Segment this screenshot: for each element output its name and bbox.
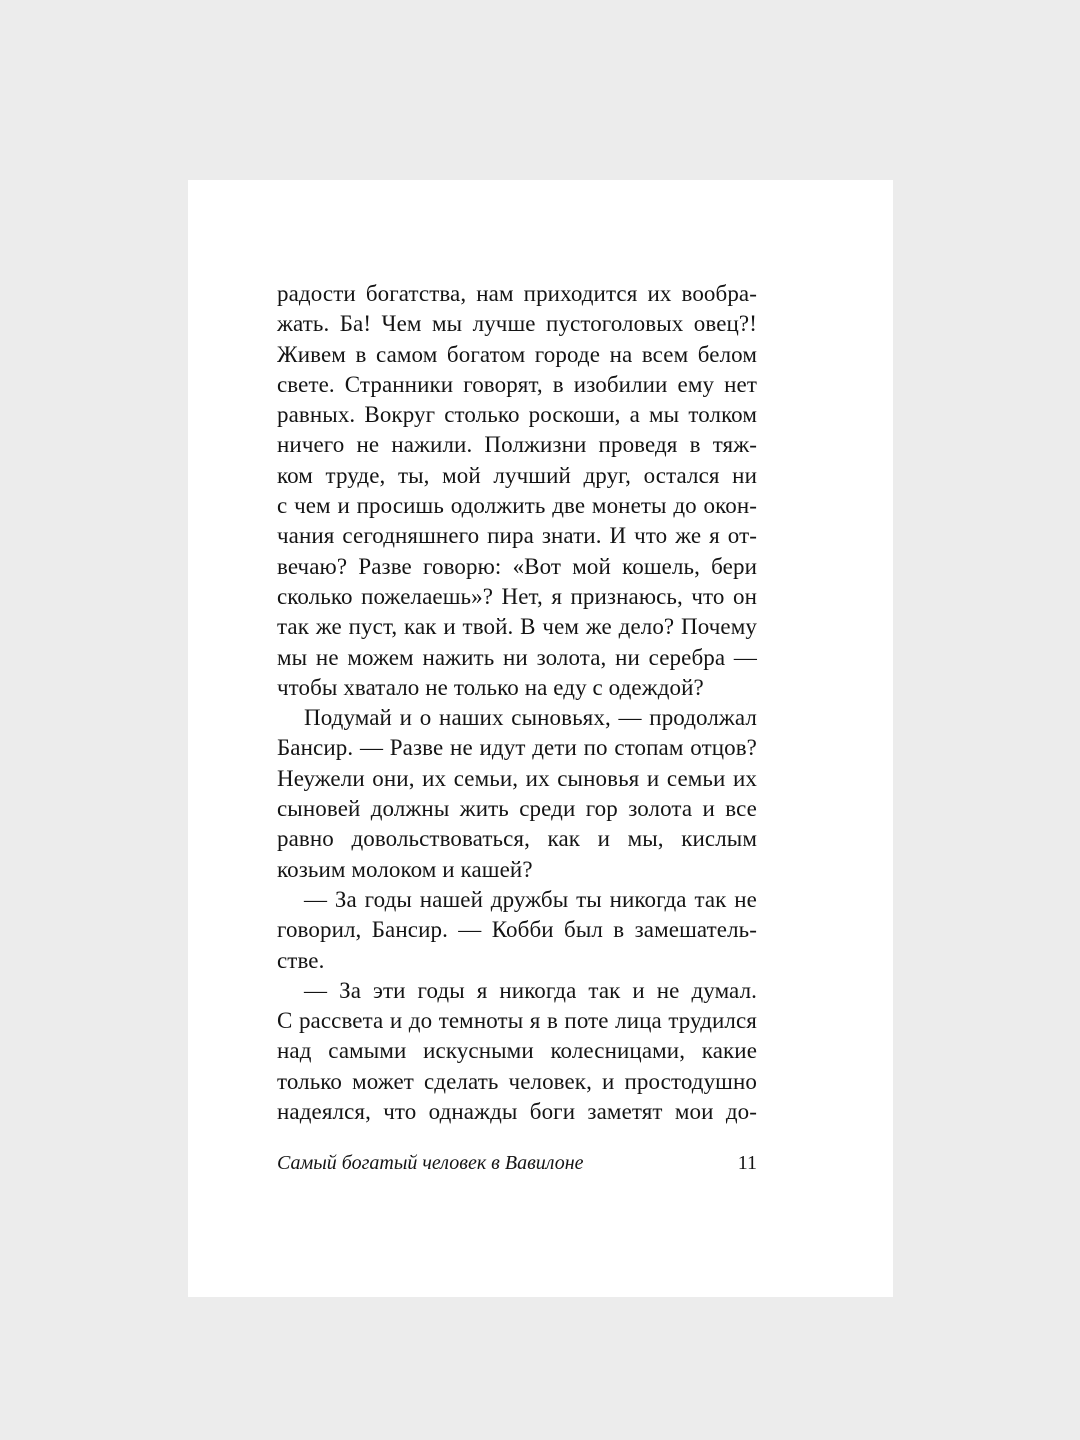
text-line: чтобы хватало не только на еду с одеждой? bbox=[277, 674, 704, 700]
text-line: сколько пожелаешь»? Нет, я признаюсь, что он bbox=[277, 583, 757, 609]
text-line: сыновей должны жить среди гор золота и все bbox=[277, 796, 757, 822]
text-line: Живем в самом богатом городе на всем белом bbox=[277, 341, 757, 367]
body-text bbox=[277, 279, 757, 1127]
text-line: вечаю? Разве говорю: «Вот мой кошель, бери bbox=[277, 553, 757, 579]
text-line: жать. Ба! Чем мы лучше пустоголовых овец?! bbox=[277, 311, 757, 337]
page-number: 11 bbox=[737, 1152, 757, 1174]
text-line: равно довольствоваться, как и мы, кислым bbox=[277, 826, 757, 852]
text-line: — За эти годы я никогда так и не думал. bbox=[304, 977, 757, 1003]
text-line: — За годы нашей дружбы ты никогда так не bbox=[304, 886, 757, 912]
text-line: С рассвета и до темноты я в поте лица трудился bbox=[277, 1008, 757, 1034]
text-line: над самыми искусными колесницами, какие bbox=[277, 1038, 757, 1064]
text-line: равных. Вокруг столько роскоши, а мы толком bbox=[277, 402, 757, 428]
text-line: Бансир. — Разве не идут дети по стопам отцов? bbox=[277, 735, 757, 761]
text-line: надеялся, что однажды боги заметят мои до- bbox=[277, 1099, 757, 1125]
text-line: только может сделать человек, и простодушно bbox=[277, 1068, 757, 1094]
text-line: стве. bbox=[277, 947, 325, 973]
text-line: говорил, Бансир. — Кобби был в замешатель- bbox=[277, 917, 757, 943]
text-line: ком труде, ты, мой лучший друг, остался ни bbox=[277, 462, 757, 488]
text-line: так же пуст, как и твой. В чем же дело? Почему bbox=[277, 614, 757, 640]
text-line: ничего не нажили. Полжизни проведя в тяж- bbox=[277, 432, 757, 458]
text-line: радости богатства, нам приходится их вообра- bbox=[277, 281, 757, 306]
text-line: Неужели они, их семьи, их сыновья и семьи их bbox=[277, 765, 757, 791]
running-title: Самый богатый человек в Вавилоне bbox=[277, 1152, 584, 1174]
text-line: чания сегодняшнего пира знати. И что же я от- bbox=[277, 523, 757, 549]
text-line: мы не можем нажить ни золота, ни серебра — bbox=[277, 644, 757, 670]
text-line: Подумай и о наших сыновьях, — продолжал bbox=[304, 705, 757, 731]
page-footer bbox=[277, 1148, 757, 1178]
text-line: свете. Странники говорят, в изобилии ему нет bbox=[277, 371, 757, 397]
text-line: с чем и просишь одолжить две монеты до окон- bbox=[277, 493, 757, 519]
text-line: козьим молоком и кашей? bbox=[277, 856, 533, 882]
